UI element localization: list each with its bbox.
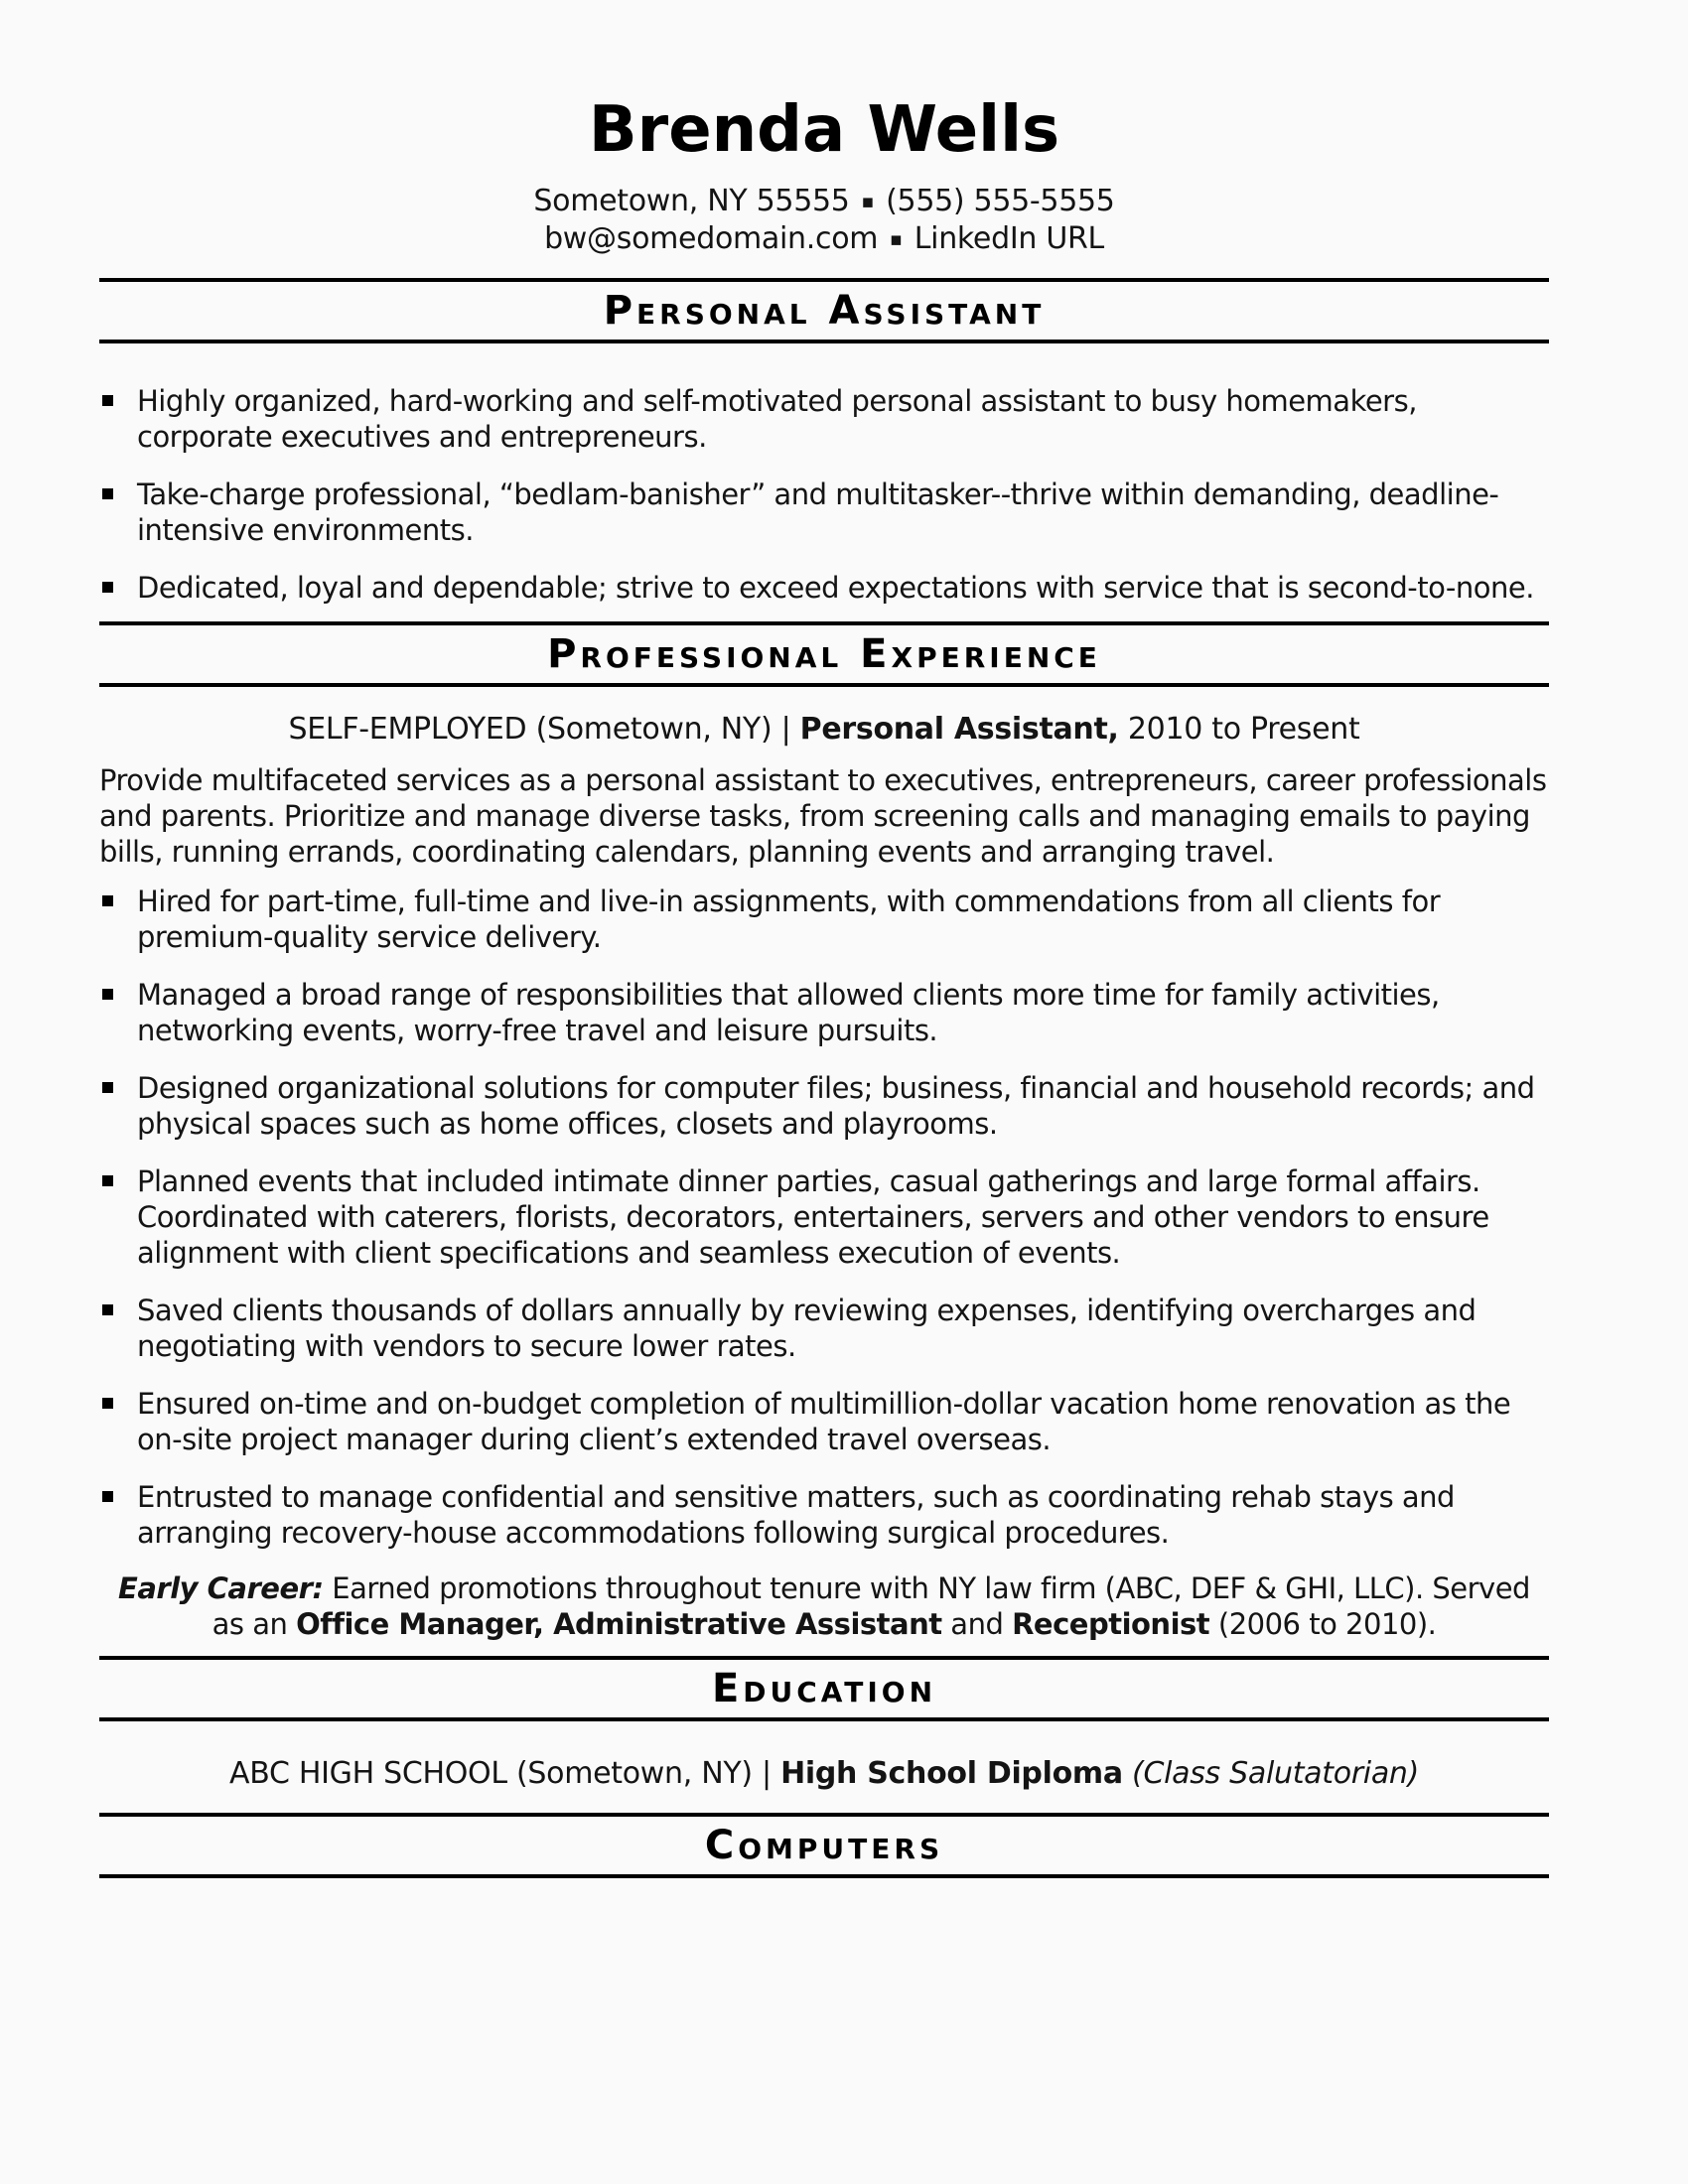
section-bar-computers: [99, 1813, 1549, 1878]
section-heading-education: Education: [711, 1666, 937, 1711]
section-heading-experience: Professional Experience: [547, 631, 1101, 677]
experience-bullet: Hired for part-time, full-time and live-in assignments, with commendations from all clients for premium-quality service delivery.: [99, 884, 1549, 955]
experience-bullet: Entrusted to manage confidential and sensitive matters, such as coordinating rehab stays and arranging recovery-house accommodations following surgical procedures.: [99, 1479, 1549, 1551]
early-career-text: and: [941, 1607, 1013, 1641]
experience-bullet: Planned events that included intimate dinner parties, casual gatherings and large formal affairs. Coordinated with caterers, florists, decorators, entertainers, servers and other vendors to ensure alignment with client specifications and seamless execution of events.: [99, 1163, 1549, 1271]
section-bar-experience: [99, 621, 1549, 687]
candidate-name: Brenda Wells: [588, 93, 1060, 167]
contact-linkedin: LinkedIn URL: [914, 221, 1104, 256]
early-career-role: Receptionist: [1012, 1607, 1210, 1641]
job-employer: SELF-EMPLOYED (Sometown, NY) |: [288, 712, 800, 747]
summary-bullet: Take-charge professional, “bedlam-banisher” and multitasker--thrive within demanding, deadline-intensive environments.: [99, 477, 1549, 548]
contact-line-1: [99, 183, 1549, 220]
early-career-text: Earned promotions throughout tenure with NY law firm (ABC, DEF & GHI, LLC). Served as an: [211, 1571, 1530, 1641]
summary-bullet: Dedicated, loyal and dependable; strive to exceed expectations with service that is second-to-none.: [99, 570, 1549, 606]
early-career-label: Early Career:: [118, 1571, 324, 1605]
education-degree: High School Diploma: [780, 1756, 1123, 1791]
contact-location: Sometown, NY 55555: [533, 184, 850, 218]
contact-line-2: [99, 220, 1549, 258]
experience-bullet-list: [99, 884, 1549, 1551]
section-heading-summary: Personal Assistant: [603, 288, 1046, 334]
section-bar-summary: [99, 278, 1549, 343]
education-honor: (Class Salutatorian): [1122, 1756, 1420, 1791]
summary-bullet-list: [99, 383, 1549, 606]
early-career-role: Office Manager, Administrative Assistant: [296, 1607, 942, 1641]
job-dates: 2010 to Present: [1118, 712, 1360, 747]
contact-email: bw@somedomain.com: [544, 221, 879, 256]
education-school: ABC HIGH SCHOOL (Sometown, NY) |: [228, 1756, 781, 1791]
job-overview-paragraph: Provide multifaceted services as a personal assistant to executives, entrepreneurs, career professionals and parents. Prioritize and manage diverse tasks, from screening calls and managing emails to paying bills, running errands, coordinating calendars, planning events and arranging travel.: [99, 763, 1547, 869]
experience-bullet: Saved clients thousands of dollars annually by reviewing expenses, identifying overcharges and negotiating with vendors to secure lower rates.: [99, 1293, 1549, 1364]
experience-bullet: Designed organizational solutions for computer files; business, financial and household records; and physical spaces such as home offices, closets and playrooms.: [99, 1070, 1549, 1142]
experience-bullet: Ensured on-time and on-budget completion of multimillion-dollar vacation home renovation as the on-site project manager during client’s extended travel overseas.: [99, 1386, 1549, 1457]
education-line: [99, 1755, 1549, 1793]
section-bar-education: [99, 1656, 1549, 1721]
separator-square-icon: ▪: [890, 228, 903, 250]
summary-bullet: Highly organized, hard-working and self-motivated personal assistant to busy homemakers, corporate executives and entrepreneurs.: [99, 383, 1549, 455]
contact-phone: (555) 555-5555: [886, 184, 1115, 218]
early-career-text: (2006 to 2010).: [1209, 1607, 1437, 1641]
section-heading-computers: Computers: [704, 1823, 944, 1868]
experience-bullet: Managed a broad range of responsibilities that allowed clients more time for family activities, networking events, worry-free travel and leisure pursuits.: [99, 977, 1549, 1048]
job-title: Personal Assistant,: [799, 712, 1119, 747]
job-title-line: [99, 711, 1549, 749]
separator-square-icon: ▪: [861, 191, 875, 212]
early-career-paragraph: [99, 1570, 1549, 1642]
